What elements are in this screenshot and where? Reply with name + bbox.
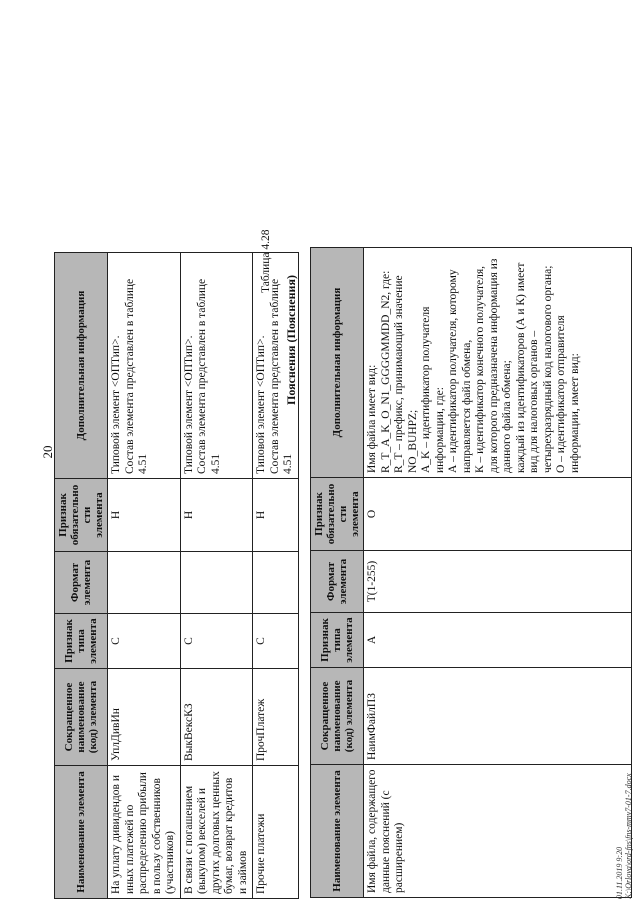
table-header-row — [311, 248, 364, 898]
header-required: Признак обязательности элемента — [311, 478, 364, 551]
cell-format — [180, 552, 253, 614]
extra-line: Имя файла имеет вид: — [366, 364, 378, 473]
header-format: Формат элемента — [311, 551, 364, 613]
cell-type: С — [253, 614, 299, 669]
extra-line: каждый из идентификаторов (А и К) имеет вид для налоговых органов – — [514, 262, 540, 473]
cell-extra — [180, 253, 253, 479]
table-caption: Таблица 4.28 — [260, 229, 272, 293]
table-row — [364, 248, 632, 898]
header-required: Признак обязательности элемента — [55, 479, 108, 552]
header-extra: Дополнительная информация — [311, 248, 364, 478]
header-type: Признак типа элемента — [311, 613, 364, 668]
table-header-row — [55, 253, 108, 899]
header-name: Наименование элемента — [311, 765, 364, 898]
cell-name: Имя файла, содержащего данные пояснений (с расширением) — [364, 765, 632, 898]
cell-short: ПрочПлатеж — [253, 669, 299, 766]
extra-line: Состав элемента представлен в таблице 4.51 — [123, 278, 149, 474]
page-number: 20 — [40, 445, 55, 459]
extra-line: R_T – префикс, принимающий значение NO_BUHPZ; — [393, 275, 419, 473]
header-short: Сокращенное наименование (код) элемента — [311, 668, 364, 765]
extra-line: О – идентификатор отправителя информации, имеет вид: — [555, 315, 581, 473]
extra-line: Состав элемента представлен в таблице 4.51 — [268, 278, 294, 474]
table-subtitle: Пояснения (Пояснения) — [284, 275, 298, 405]
cell-type: С — [108, 614, 181, 669]
cell-required: Н — [253, 479, 299, 552]
cell-type: А — [364, 613, 632, 668]
cell-format — [253, 552, 299, 614]
extra-line: К – идентификатор конечного получателя, для которого предназначена информация из данного файла обмена; — [474, 258, 513, 473]
extra-line: четырехразрядный код налогового органа; — [541, 265, 554, 473]
cell-required: Н — [180, 479, 253, 552]
extra-line: А – идентификатор получателя, которому направляется файл обмена, — [447, 269, 473, 473]
cell-required: Н — [108, 479, 181, 552]
cell-short: ВыкВексКЗ — [180, 669, 253, 766]
extra-line: Типовой элемент <ОПТип>. — [182, 335, 195, 474]
header-format: Формат элемента — [55, 552, 108, 614]
cell-name: В связи с погашением (выкупом) векселей и других долговых ценных бумаг, возврат кредитов и займов — [180, 766, 253, 899]
extra-line: Состав элемента представлен в таблице 4.51 — [196, 278, 222, 474]
extra-line: R_T_A_K_O_N1_GGGGMMDD_N2, где: — [379, 270, 392, 473]
cell-short: УплДивИн — [108, 669, 181, 766]
header-name: Наименование элемента — [55, 766, 108, 899]
cell-required: О — [364, 478, 632, 551]
header-short: Сокращенное наименование (код) элемента — [55, 669, 108, 766]
cell-extra — [364, 248, 632, 478]
footer-date: 01.11.2019 9:20 — [615, 846, 624, 899]
elements-table — [54, 252, 299, 899]
cell-name: Прочие платежи — [253, 766, 299, 899]
page-footer — [615, 773, 633, 899]
explanations-table — [310, 247, 632, 898]
table-row — [108, 253, 181, 899]
cell-type: С — [180, 614, 253, 669]
extra-line: A_K – идентификатор получателя информации, где: — [420, 306, 446, 473]
cell-short: НаимФайлПЗ — [364, 668, 632, 765]
cell-format — [108, 552, 181, 614]
header-extra: Дополнительная информация — [55, 253, 108, 479]
header-type: Признак типа элемента — [55, 614, 108, 669]
cell-format: T(1-255) — [364, 551, 632, 613]
footer-path: K:\Orlova\ord-fns\fns-mmv7-01-7.docx — [624, 773, 633, 899]
cell-name: На уплату дивидендов и иных платежей по распределению прибыли в пользу собственников (участников) — [108, 766, 181, 899]
extra-line: Типовой элемент <ОПТип>. — [255, 335, 267, 474]
table-row — [180, 253, 253, 899]
extra-line: Типовой элемент <ОПТип>. — [110, 335, 122, 474]
cell-extra — [108, 253, 181, 479]
